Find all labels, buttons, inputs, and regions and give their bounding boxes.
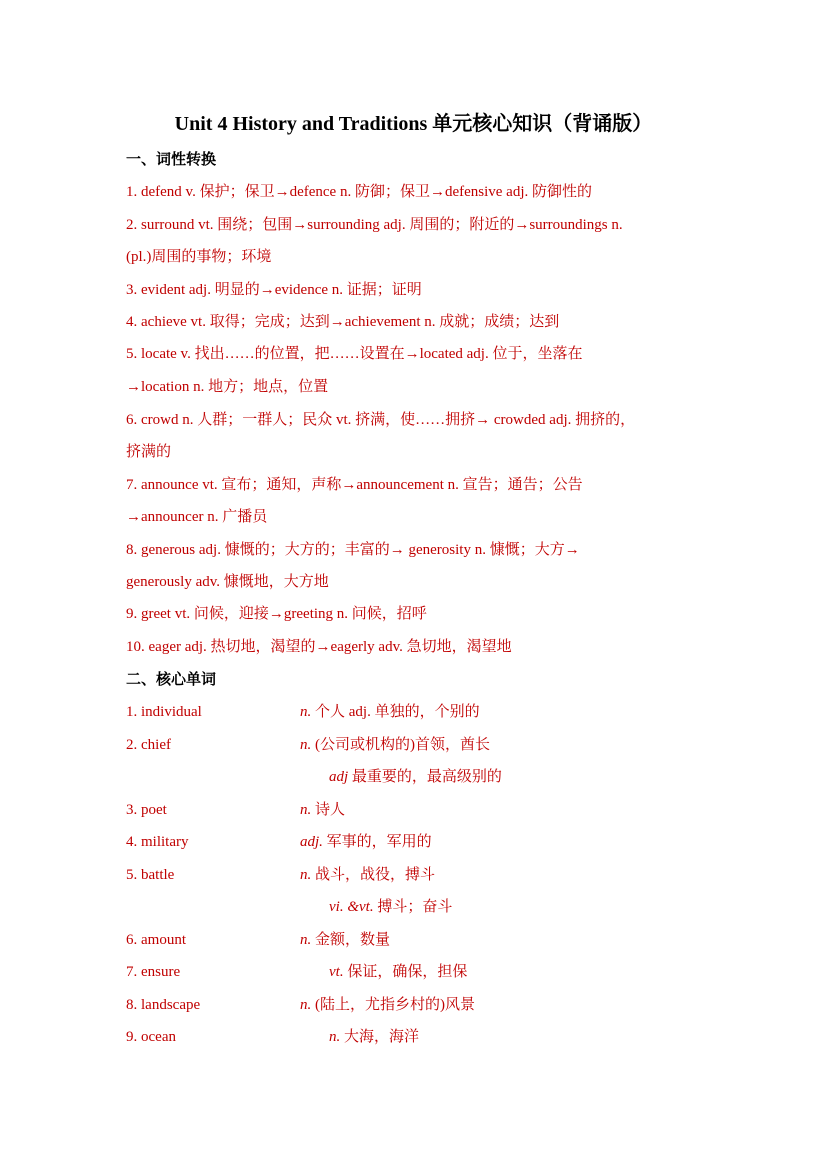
vocab-word: 6. amount (126, 932, 186, 948)
vocab-word: 4. military (126, 834, 189, 850)
vocab-meaning: 最重要的，最高级别的 (351, 769, 502, 785)
vocab-meaning: 军事的，军用的 (326, 834, 432, 850)
vocab-meaning: 保证，确保，担保 (347, 964, 468, 980)
vocab-definition (300, 832, 432, 852)
word-form-line: 5. locate v. 找出……的位置，把……设置在→located adj. 位于，坐落在 (126, 346, 583, 362)
vocab-meaning: 个人 adj. 单独的，个别的 (315, 704, 480, 720)
vocab-word: 9. ocean (126, 1029, 176, 1045)
word-form-line: 4. achieve vt. 取得；完成；达到→achievement n. 成就；成绩；达到 (126, 314, 560, 330)
word-form-line: 6. crowd n. 人群；一群人；民众 vt. 挤满，使……拥挤→ crowded adj. 拥挤的， (126, 412, 636, 428)
word-form-line: 10. eager adj. 热切地，渴望的→eagerly adv. 急切地，渴望地 (126, 639, 512, 655)
page-title: Unit 4 History and Traditions 单元核心知识（背诵版） (174, 113, 653, 135)
vocab-word: 1. individual (126, 704, 202, 720)
vocab-pos: n. (300, 737, 312, 753)
word-form-line: 9. greet vt. 问候，迎接→greeting n. 问候，招呼 (126, 606, 427, 622)
word-form-line: 7. announce vt. 宣布；通知，声称→announcement n. 宣告；通告；公告 (126, 477, 583, 493)
vocab-word: 3. poet (126, 802, 167, 818)
section-heading-word-forms: 一、词性转换 (126, 150, 217, 168)
word-form-line: →location n. 地方；地点，位置 (126, 379, 329, 395)
vocab-pos: n. (329, 1029, 341, 1045)
vocab-word: 8. landscape (126, 997, 201, 1013)
word-form-line: (pl.)周围的事物；环境 (126, 249, 272, 265)
vocab-meaning: 战斗，战役，搏斗 (315, 867, 436, 883)
vocab-pos: n. (300, 997, 312, 1013)
word-form-line: 3. evident adj. 明显的→evidence n. 证据；证明 (126, 282, 422, 298)
section-heading-core-words: 二、核心单词 (126, 670, 217, 688)
vocab-word: 2. chief (126, 737, 171, 753)
vocab-definition (329, 962, 467, 982)
vocab-definition (329, 897, 452, 917)
word-form-line: 挤满的 (126, 444, 172, 460)
word-form-line: 8. generous adj. 慷慨的；大方的；丰富的→ generosity n. 慷慨；大方→ (126, 542, 580, 558)
vocab-pos: adj. (300, 834, 323, 850)
vocab-definition (329, 767, 502, 787)
vocab-word: 7. ensure (126, 964, 181, 980)
word-form-line: 2. surround vt. 围绕；包围→surrounding adj. 周围的；附近的→surroundings n. (126, 217, 623, 233)
vocab-definition (329, 1027, 419, 1047)
vocab-pos: vt. (329, 964, 344, 980)
vocab-word: 5. battle (126, 867, 175, 883)
vocab-pos: adj (329, 769, 349, 785)
word-form-line: →announcer n. 广播员 (126, 509, 268, 525)
vocab-meaning: 诗人 (315, 802, 346, 818)
vocab-definition (300, 865, 435, 885)
word-form-line: 1. defend v. 保护；保卫→defence n. 防御；保卫→defensive adj. 防御性的 (126, 184, 593, 200)
vocab-meaning: 金额，数量 (315, 932, 391, 948)
word-form-line: generously adv. 慷慨地，大方地 (126, 574, 329, 590)
vocab-definition (300, 995, 475, 1015)
vocab-pos: n. (300, 704, 312, 720)
vocab-meaning: 大海，海洋 (344, 1029, 420, 1045)
vocab-meaning: (公司或机构的)首领，酋长 (315, 737, 490, 753)
vocab-pos: n. (300, 802, 312, 818)
vocab-definition (300, 930, 390, 950)
vocab-definition (300, 800, 345, 820)
vocab-meaning: (陆上，尤指乡村的)风景 (315, 997, 475, 1013)
vocab-pos: n. (300, 932, 312, 948)
vocab-pos: vi. &vt. (329, 899, 374, 915)
vocab-meaning: 搏斗；奋斗 (377, 899, 453, 915)
vocab-definition (300, 702, 480, 722)
vocab-pos: n. (300, 867, 312, 883)
vocab-definition (300, 735, 490, 755)
